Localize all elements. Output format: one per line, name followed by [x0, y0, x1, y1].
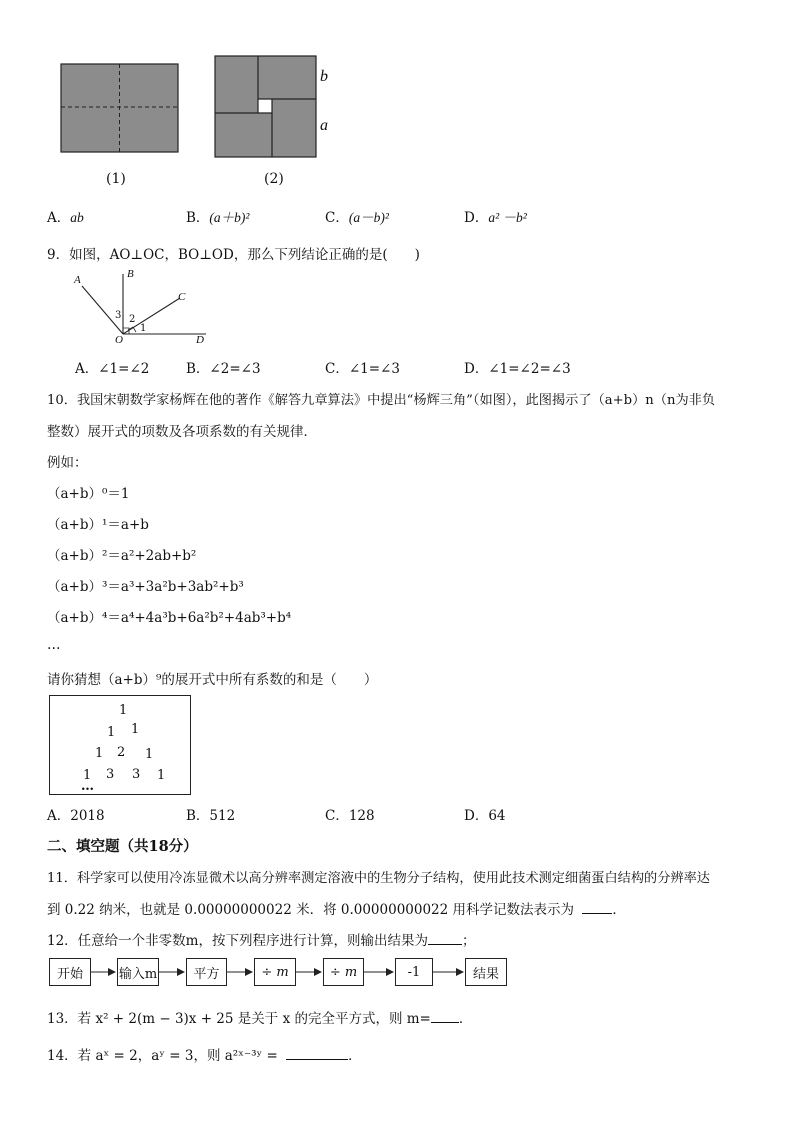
q10-stem-line1: 10．我国宋朝数学家杨辉在他的著作《解答九章算法》中提出“杨辉三角”（如图），此图揭示了（a+b）n（n为非负 — [47, 393, 716, 408]
q10-expansion-2: （a+b）²＝a²+2ab+b² — [47, 548, 197, 564]
q9-angle-3: 3 — [115, 310, 122, 321]
q8-label-b: b — [320, 68, 328, 85]
q13-stem-text: 13．若 x² + 2(m − 3)x + 25 是关于 x 的完全平方式，则 m= — [47, 1011, 431, 1027]
q8-option-a[interactable] — [47, 206, 84, 226]
q12-stem-text: 12．任意给一个非零数m，按下列程序进行计算，则输出结果为 — [47, 933, 428, 949]
q9-option-a[interactable] — [75, 357, 149, 377]
pascal-cell: 1 — [83, 768, 92, 783]
flow-square: 平方 — [186, 958, 227, 986]
pascal-cell: 3 — [106, 767, 115, 782]
pascal-cell: 3 — [132, 767, 141, 782]
flow-divide-2: ÷ m — [323, 958, 364, 986]
q14-stem — [47, 1044, 362, 1064]
q9-angle-1: 1 — [140, 323, 147, 334]
q10-example-label: 例如： — [47, 455, 88, 471]
q13-stem — [47, 1007, 472, 1027]
option-key: C． — [325, 210, 349, 226]
q10-option-b[interactable] — [186, 804, 235, 824]
q10-question: 请你猜想（a+b）⁹的展开式中所有系数的和是（ ） — [47, 672, 378, 688]
pascal-cell: 1 — [95, 746, 104, 761]
option-text: ∠1=∠2=∠3 — [488, 361, 571, 377]
pascal-triangle — [49, 695, 191, 795]
q8-label-a: a — [320, 117, 328, 134]
q10-expansion-3: （a+b）³＝a³+3a²b+3ab²+b³ — [47, 579, 244, 595]
option-key: B． — [186, 210, 210, 226]
q8-figure-1 — [60, 63, 180, 155]
option-text: ∠1=∠3 — [348, 361, 400, 377]
option-text: (a＋b)² — [209, 210, 250, 225]
flow-input: 输入m — [117, 958, 159, 986]
q12-end: ； — [461, 933, 476, 949]
pascal-cell: 1 — [119, 703, 128, 718]
option-text: 512 — [209, 808, 236, 824]
option-text: (a－b)² — [348, 210, 389, 225]
pascal-cell: 1 — [157, 768, 166, 783]
option-text: ab — [70, 210, 84, 225]
q13-end: ． — [458, 1011, 473, 1027]
q14-stem-text: 14．若 aˣ = 2，aʸ = 3，则 a²ˣ⁻³ʸ = — [47, 1048, 278, 1064]
q9-option-c[interactable] — [325, 357, 400, 377]
option-text: ∠1=∠2 — [98, 361, 150, 377]
pascal-cell: 1 — [145, 747, 154, 762]
q8-figure-2 — [214, 55, 318, 159]
option-key: A． — [47, 210, 71, 226]
option-key: D． — [464, 210, 489, 226]
option-key: D． — [464, 808, 489, 824]
option-text: a² －b² — [488, 210, 527, 225]
q9-option-b[interactable] — [186, 357, 261, 377]
pascal-cell: 1 — [131, 722, 140, 737]
q11-line2-text: 到 0.22 纳米，也就是 0.00000000022 米．将 0.00000000022 用科学记数法表示为 — [47, 902, 575, 918]
q9-label-A: A — [74, 274, 81, 286]
flow-start: 开始 — [49, 958, 91, 986]
q13-answer-blank[interactable] — [431, 1021, 459, 1023]
q9-label-C: C — [178, 291, 186, 303]
option-key: A． — [75, 361, 99, 377]
q8-figure-1-caption: (1) — [106, 171, 126, 187]
q10-expansion-0: （a+b）⁰＝1 — [47, 486, 130, 502]
q8-option-d[interactable] — [464, 206, 527, 226]
option-text: 128 — [348, 808, 375, 824]
q8-option-c[interactable] — [325, 206, 389, 226]
q9-angle-2: 2 — [129, 314, 136, 325]
option-text: ∠2=∠3 — [209, 361, 261, 377]
option-text: 2018 — [70, 808, 105, 824]
q12-answer-blank[interactable] — [428, 943, 462, 945]
q10-option-c[interactable] — [325, 804, 375, 824]
q9-option-d[interactable] — [464, 357, 571, 377]
q8-figure-2-caption: (2) — [264, 171, 284, 187]
option-key: D． — [464, 361, 489, 377]
pascal-more: … — [81, 779, 94, 794]
q10-option-d[interactable] — [464, 804, 506, 824]
q9-label-O: O — [115, 334, 123, 346]
option-key: C． — [325, 361, 349, 377]
option-key: A． — [47, 808, 71, 824]
option-key: C． — [325, 808, 349, 824]
option-text: 64 — [488, 808, 506, 824]
q9-label-D: D — [196, 334, 204, 346]
q11-line1: 11．科学家可以使用冷冻显微术以高分辨率测定溶液中的生物分子结构，使用此技术测定细菌蛋白结构的分辨率达 — [47, 871, 710, 886]
q10-ellipsis: … — [47, 637, 61, 653]
flow-minus-one: -1 — [395, 958, 433, 986]
q11-end: ． — [612, 902, 626, 918]
flow-divide-1: ÷ m — [254, 958, 296, 986]
pascal-cell: 1 — [107, 725, 116, 740]
q14-end: ． — [348, 1048, 362, 1064]
q10-option-a[interactable] — [47, 804, 105, 824]
q10-expansion-4: （a+b）⁴＝a⁴+4a³b+6a²b²+4ab³+b⁴ — [47, 610, 292, 626]
q14-answer-blank[interactable] — [286, 1058, 348, 1060]
q11-line2 — [47, 898, 626, 918]
pascal-cell: 2 — [117, 745, 126, 760]
q10-stem-line2: 整数）展开式的项数及各项系数的有关规律． — [47, 424, 317, 440]
q9-stem: 9．如图，AO⊥OC，BO⊥OD，那么下列结论正确的是( ) — [47, 247, 420, 263]
flow-result: 结果 — [465, 958, 507, 986]
q8-option-b[interactable] — [186, 206, 249, 226]
q12-stem — [47, 929, 475, 949]
option-key: B． — [186, 808, 210, 824]
q10-expansion-1: （a+b）¹＝a+b — [47, 517, 149, 533]
option-key: B． — [186, 361, 210, 377]
q9-angle-figure — [70, 268, 215, 348]
section-title: 二、填空题（共18分） — [47, 838, 198, 855]
q11-answer-blank[interactable] — [582, 912, 612, 914]
q9-label-B: B — [127, 268, 134, 280]
